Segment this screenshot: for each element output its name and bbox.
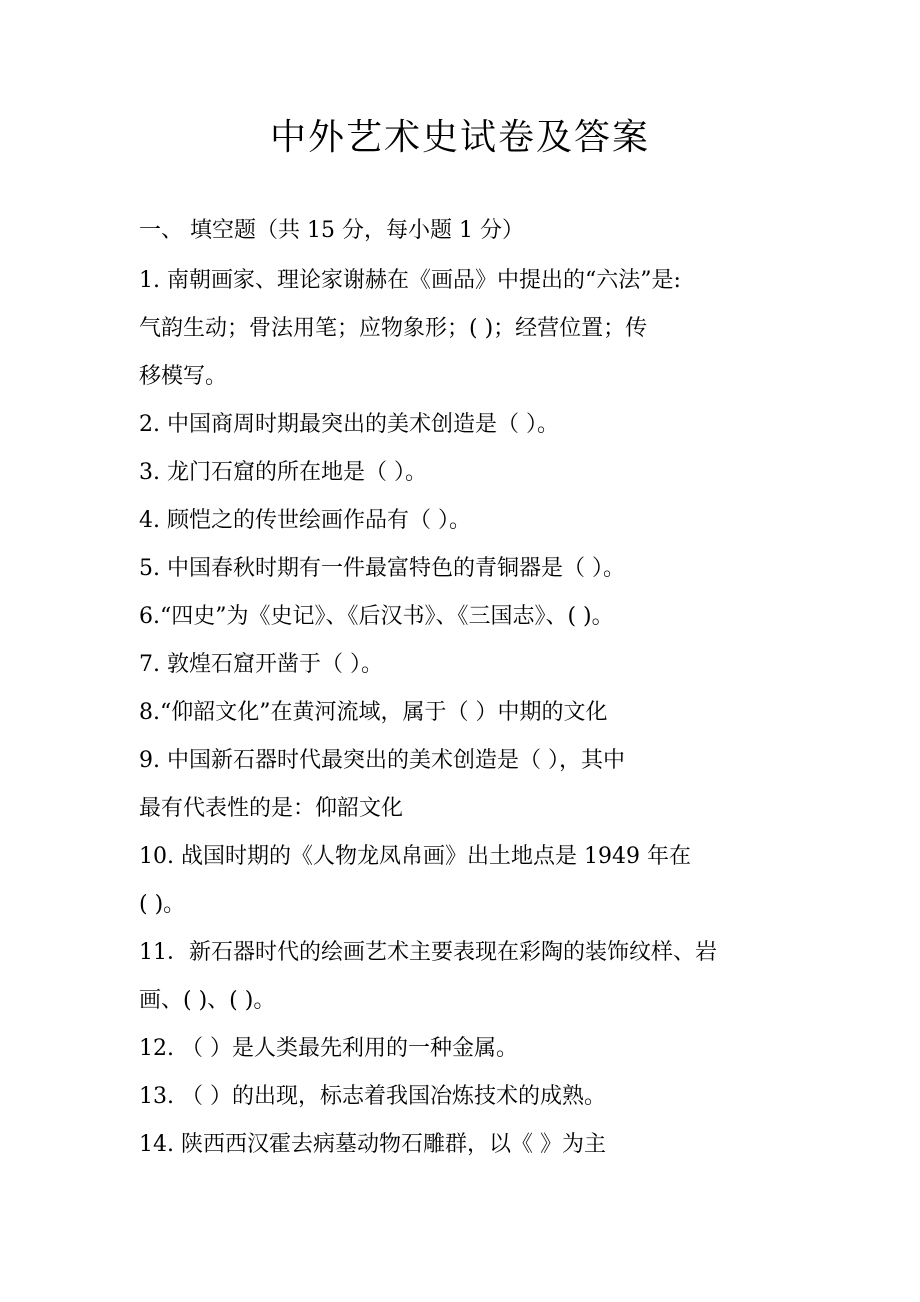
question-line: 13. （ ）的出现，标志着我国冶炼技术的成熟。 (139, 1084, 606, 1109)
question-line: 5. 中国春秋时期有一件最富特色的青铜器是（ ）。 (139, 556, 625, 581)
question-line: 10. 战国时期的《人物龙凤帛画》出土地点是 1949 年在 (139, 844, 691, 869)
question-line: 4. 顾恺之的传世绘画作品有（ ）。 (139, 508, 471, 533)
question-line: 6.“四史”为《史记》、《后汉书》、《三国志》、( )。 (139, 604, 614, 629)
question-line: 画、( )、( )。 (139, 988, 276, 1013)
question-line: 14. 陕西西汉霍去病墓动物石雕群，以《 》为主 (139, 1132, 606, 1157)
question-line: 移模写。 (139, 364, 228, 389)
document-title: 中外艺术史试卷及答案 (269, 117, 650, 158)
question-line: 9. 中国新石器时代最突出的美术创造是（ ），其中 (139, 748, 625, 773)
question-line: 12. （ ）是人类最先利用的一种金属。 (139, 1036, 518, 1061)
question-line: 8.“仰韶文化”在黄河流域，属于（ ）中期的文化 (139, 700, 608, 725)
question-line: ( )。 (139, 892, 186, 917)
question-line: 最有代表性的是：仰韶文化 (139, 796, 404, 821)
question-line: 3. 龙门石窟的所在地是（ ）。 (139, 460, 427, 485)
question-line: 11．新石器时代的绘画艺术主要表现在彩陶的装饰纹样、岩 (139, 940, 717, 965)
question-line: 2. 中国商周时期最突出的美术创造是（ ）。 (139, 412, 559, 437)
question-line: 7. 敦煌石窟开凿于（ ）。 (139, 652, 383, 677)
question-line: 气韵生动；骨法用笔；应物象形；( )；经营位置；传 (139, 316, 648, 341)
question-line: 1. 南朝画家、理论家谢赫在《画品》中提出的“六法”是: (139, 268, 681, 293)
section-heading: 一、 填空题（共 15 分，每小题 1 分） (139, 218, 524, 243)
